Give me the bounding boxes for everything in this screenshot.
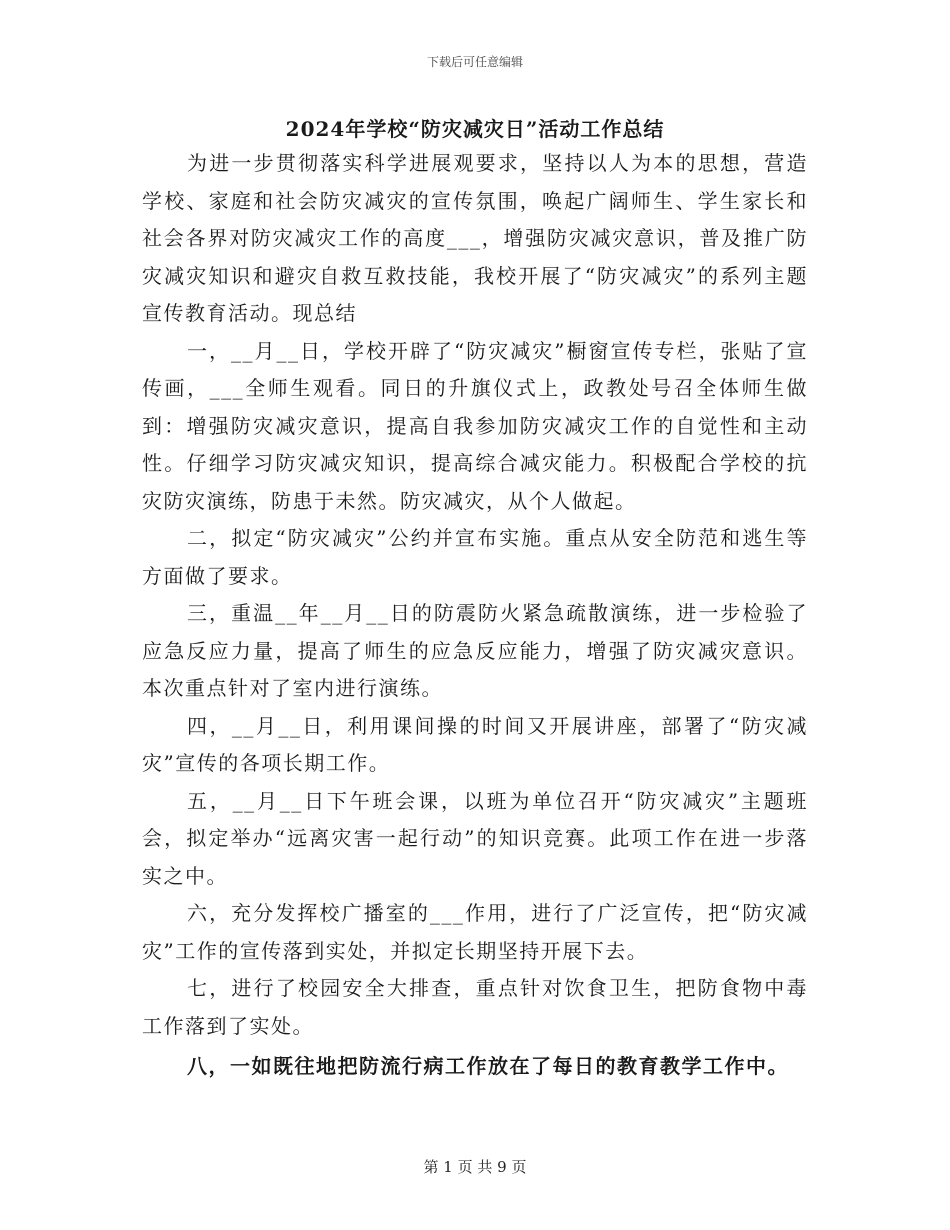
document-title: 2024年学校“防灾减灾日”活动工作总结 [285,117,665,141]
document-body [142,145,808,1086]
paragraph-item-1: 一，__月__日，学校开辟了“防灾减灾”橱窗宣传专栏，张贴了宣传画，___全师生观看。同日的升旗仪式上，政教处号召全体师生做到：增强防灾减灾意识，提高自我参加防灾减灾工作的自觉性和主动性。仔细学习防灾减灾知识，提高综合减灾能力。积极配合学校的抗灾防灾演练，防患于未然。防灾减灾，从个人做起。 [142,338,808,513]
page-number: 第 1 页 共 9 页 [423,1158,527,1176]
paragraph-item-5: 五，__月__日下午班会课，以班为单位召开“防灾减灾”主题班会，拟定举办“远离灾害一起行动”的知识竞赛。此项工作在进一步落实之中。 [142,788,808,888]
paragraph-intro: 为进一步贯彻落实科学进展观要求，坚持以人为本的思想，营造学校、家庭和社会防灾减灾的宣传氛围，唤起广阔师生、学生家长和社会各界对防灾减灾工作的高度___，增强防灾减灾意识，普及推广防灾减灾知识和避灾自救互救技能，我校开展了“防灾减灾”的系列主题宣传教育活动。现总结 [142,151,808,325]
paragraph-item-4: 四，__月__日，利用课间操的时间又开展讲座，部署了“防灾减灾”宣传的各项长期工作。 [142,713,808,775]
paragraph-item-3: 三，重温__年__月__日的防震防火紧急疏散演练，进一步检验了应急反应力量，提高了师生的应急反应能力，增强了防灾减灾意识。本次重点针对了室内进行演练。 [142,601,808,700]
paragraph-item-8: 八，一如既往地把防流行病工作放在了每日的教育教学工作中。 [187,1054,789,1078]
page-header-note: 下载后可任意编辑 [426,55,523,69]
paragraph-item-2: 二，拟定“防灾减灾”公约并宣布实施。重点从安全防范和逃生等方面做了要求。 [142,526,808,588]
paragraph-item-6: 六，充分发挥校广播室的___作用，进行了广泛宣传，把“防灾减灾”工作的宣传落到实处，并拟定长期坚持开展下去。 [142,901,808,963]
paragraph-item-7: 七，进行了校园安全大排查，重点针对饮食卫生，把防食物中毒工作落到了实处。 [142,976,808,1038]
